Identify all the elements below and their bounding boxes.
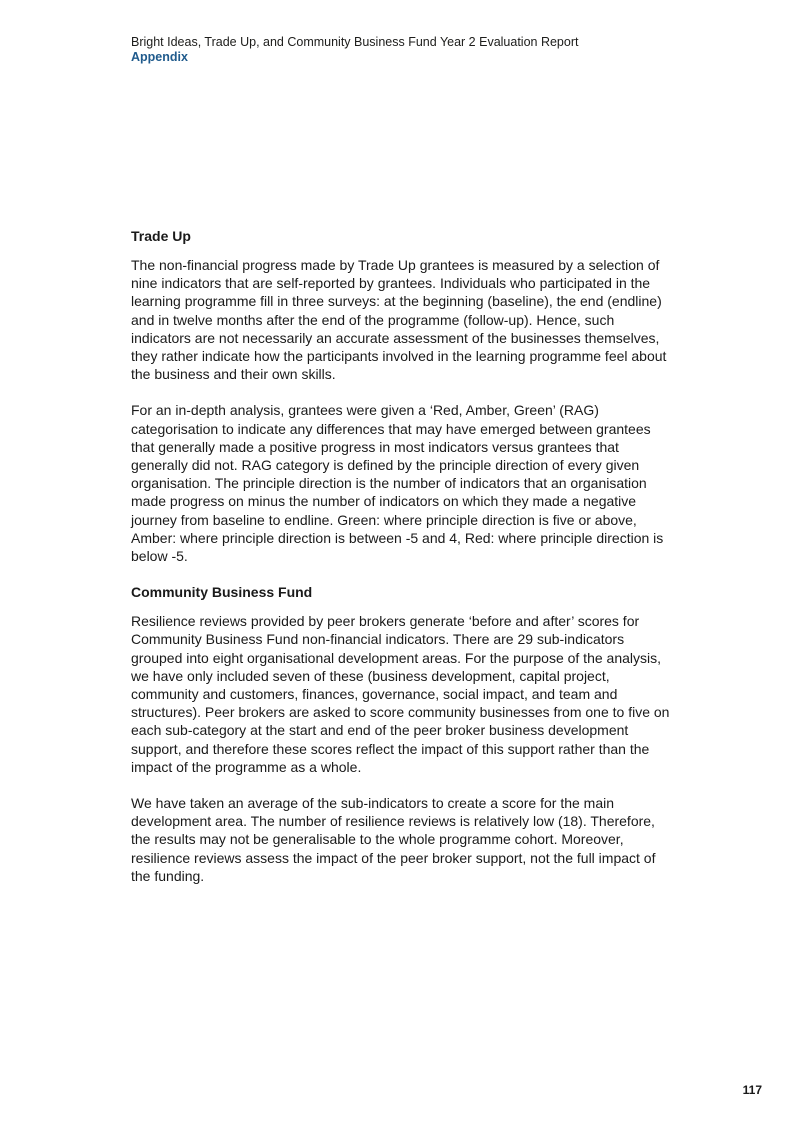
page-number: 117 <box>742 1083 762 1097</box>
paragraph: For an in-depth analysis, grantees were given a ‘Red, Amber, Green’ (RAG) categorisation to indicate any differences that may have emerged between grantees that generally made a positive progress in most indicators versus grantees that generally did not. RAG category is defined by the principle direction of every given organisation. The principle direction is the number of indicators that an organisation made progress on minus the number of indicators on which they made a negative journey from baseline to endline. Green: where principle direction is five or above, Amber: where principle direction is between -5 and 4, Red: where principle direction is below -5. <box>131 402 664 565</box>
paragraph: We have taken an average of the sub-indicators to create a score for the main development area. The number of resilience reviews is relatively low (18). Therefore, the results may not be generalisable to the whole programme cohort. Moreover, resilience reviews assess the impact of the peer broker support, not the full impact of the funding. <box>131 795 656 884</box>
section-label: Appendix <box>131 50 188 64</box>
section-heading: Community Business Fund <box>131 584 313 601</box>
report-title: Bright Ideas, Trade Up, and Community Business Fund Year 2 Evaluation Report <box>131 35 579 49</box>
page-content <box>131 227 671 903</box>
section-trade-up <box>131 227 671 565</box>
section-heading: Trade Up <box>131 228 191 244</box>
paragraph: Resilience reviews provided by peer brokers generate ‘before and after’ scores for Community Business Fund non-financial indicators. There are 29 sub-indicators grouped into eight organisational development areas. For the purpose of the analysis, we have only included seven of these (business development, capital project, community and customers, finances, governance, social impact, and team and structures). Peer brokers are asked to score community businesses from one to five on each sub-category at the start and end of the peer broker business development support, and therefore these scores reflect the impact of this support rather than the impact of the programme as a whole. <box>131 613 670 775</box>
section-community-business-fund <box>131 583 671 885</box>
page-header <box>131 35 751 65</box>
paragraph: The non-financial progress made by Trade Up grantees is measured by a selection of nine indicators that are self-reported by grantees. Individuals who participated in the learning programme fill in three surveys: at the beginning (baseline), the end (endline) and in twelve months after the end of the programme (follow-up). Hence, such indicators are not necessarily an accurate assessment of the businesses themselves, they rather indicate how the participants involved in the learning programme feel about the business and their own skills. <box>131 257 667 383</box>
